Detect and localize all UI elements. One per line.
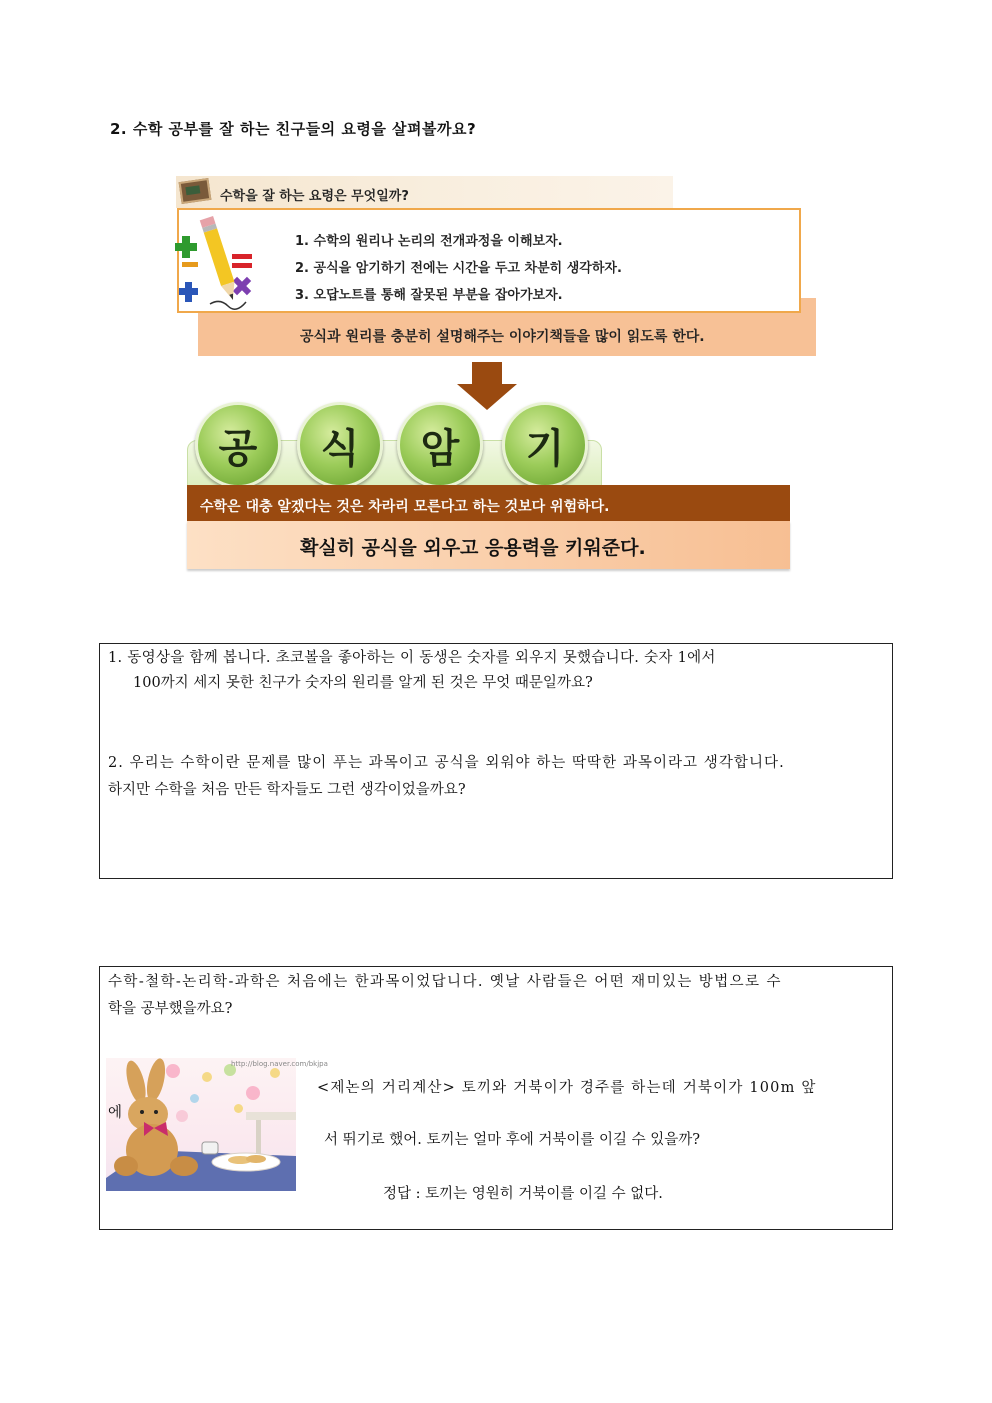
- intro-line-2: 학을 공부했을까요?: [108, 1001, 233, 1017]
- problem-wrap: 에: [108, 1105, 123, 1121]
- image-caption: http://blog.naver.com/bkjpa: [231, 1060, 328, 1068]
- problem-line-1: <제논의 거리계산> 토끼와 거북이가 경주를 하는데 거북이가 100m 앞: [317, 1080, 817, 1096]
- problem-line-2: 서 뛰기로 했어. 토끼는 얼마 후에 거북이를 이길 수 있을까?: [324, 1132, 701, 1148]
- question-1-line-2: 100까지 세지 못한 친구가 숫자의 원리를 알게 된 것은 무엇 때문일까요?: [133, 675, 593, 691]
- question-2-line-1: 2. 우리는 수학이란 문제를 많이 푸는 과목이고 공식을 외워야 하는 딱딱한 과목이라고 생각합니다.: [108, 755, 785, 771]
- formula-circle-2: 식: [297, 402, 383, 488]
- down-arrow-icon: [472, 362, 502, 384]
- question-2-line-2: 하지만 수학을 처음 만든 학자들도 그런 생각이었을까요?: [108, 782, 466, 798]
- tip-item-2: 2. 공식을 암기하기 전에는 시간을 두고 차분히 생각하자.: [295, 261, 622, 276]
- formula-circle-4: 기: [502, 402, 588, 488]
- tip-item-3: 3. 오답노트를 통해 잘못된 부분을 잡아가보자.: [295, 288, 563, 303]
- intro-line-1: 수학-철학-논리학-과학은 처음에는 한과목이었답니다. 옛날 사람들은 어떤 재미있는 방법으로 수: [108, 974, 782, 990]
- math-pencil-icon: [180, 210, 258, 310]
- formula-circle-1: 공: [195, 402, 281, 488]
- infographic-title: 수학을 잘 하는 요령은 무엇일까?: [220, 189, 409, 204]
- question-1-line-1: 1. 동영상을 함께 봅니다. 초코볼을 좋아하는 이 동생은 숫자를 외우지 못했습니다. 숫자 1에서: [108, 650, 716, 666]
- tip-text: 공식과 원리를 충분히 설명해주는 이야기책들을 많이 읽도록 한다.: [300, 329, 705, 345]
- rabbit-illustration: [106, 1058, 328, 1191]
- answer-text: 정답 : 토끼는 영원히 거북이를 이길 수 없다.: [383, 1186, 663, 1202]
- conclusion-text: 확실히 공식을 외우고 응용력을 키워준다.: [300, 537, 646, 559]
- formula-circle-3: 암: [397, 402, 483, 488]
- warning-text: 수학은 대충 알겠다는 것은 차라리 모른다고 하는 것보다 위험하다.: [200, 499, 610, 515]
- tip-item-1: 1. 수학의 원리나 논리의 전개과정을 이해보자.: [295, 234, 563, 249]
- section-heading: 2. 수학 공부를 잘 하는 친구들의 요령을 살펴볼까요?: [110, 120, 477, 138]
- down-arrow-head: [457, 384, 517, 410]
- chalkboard-icon: [179, 178, 212, 204]
